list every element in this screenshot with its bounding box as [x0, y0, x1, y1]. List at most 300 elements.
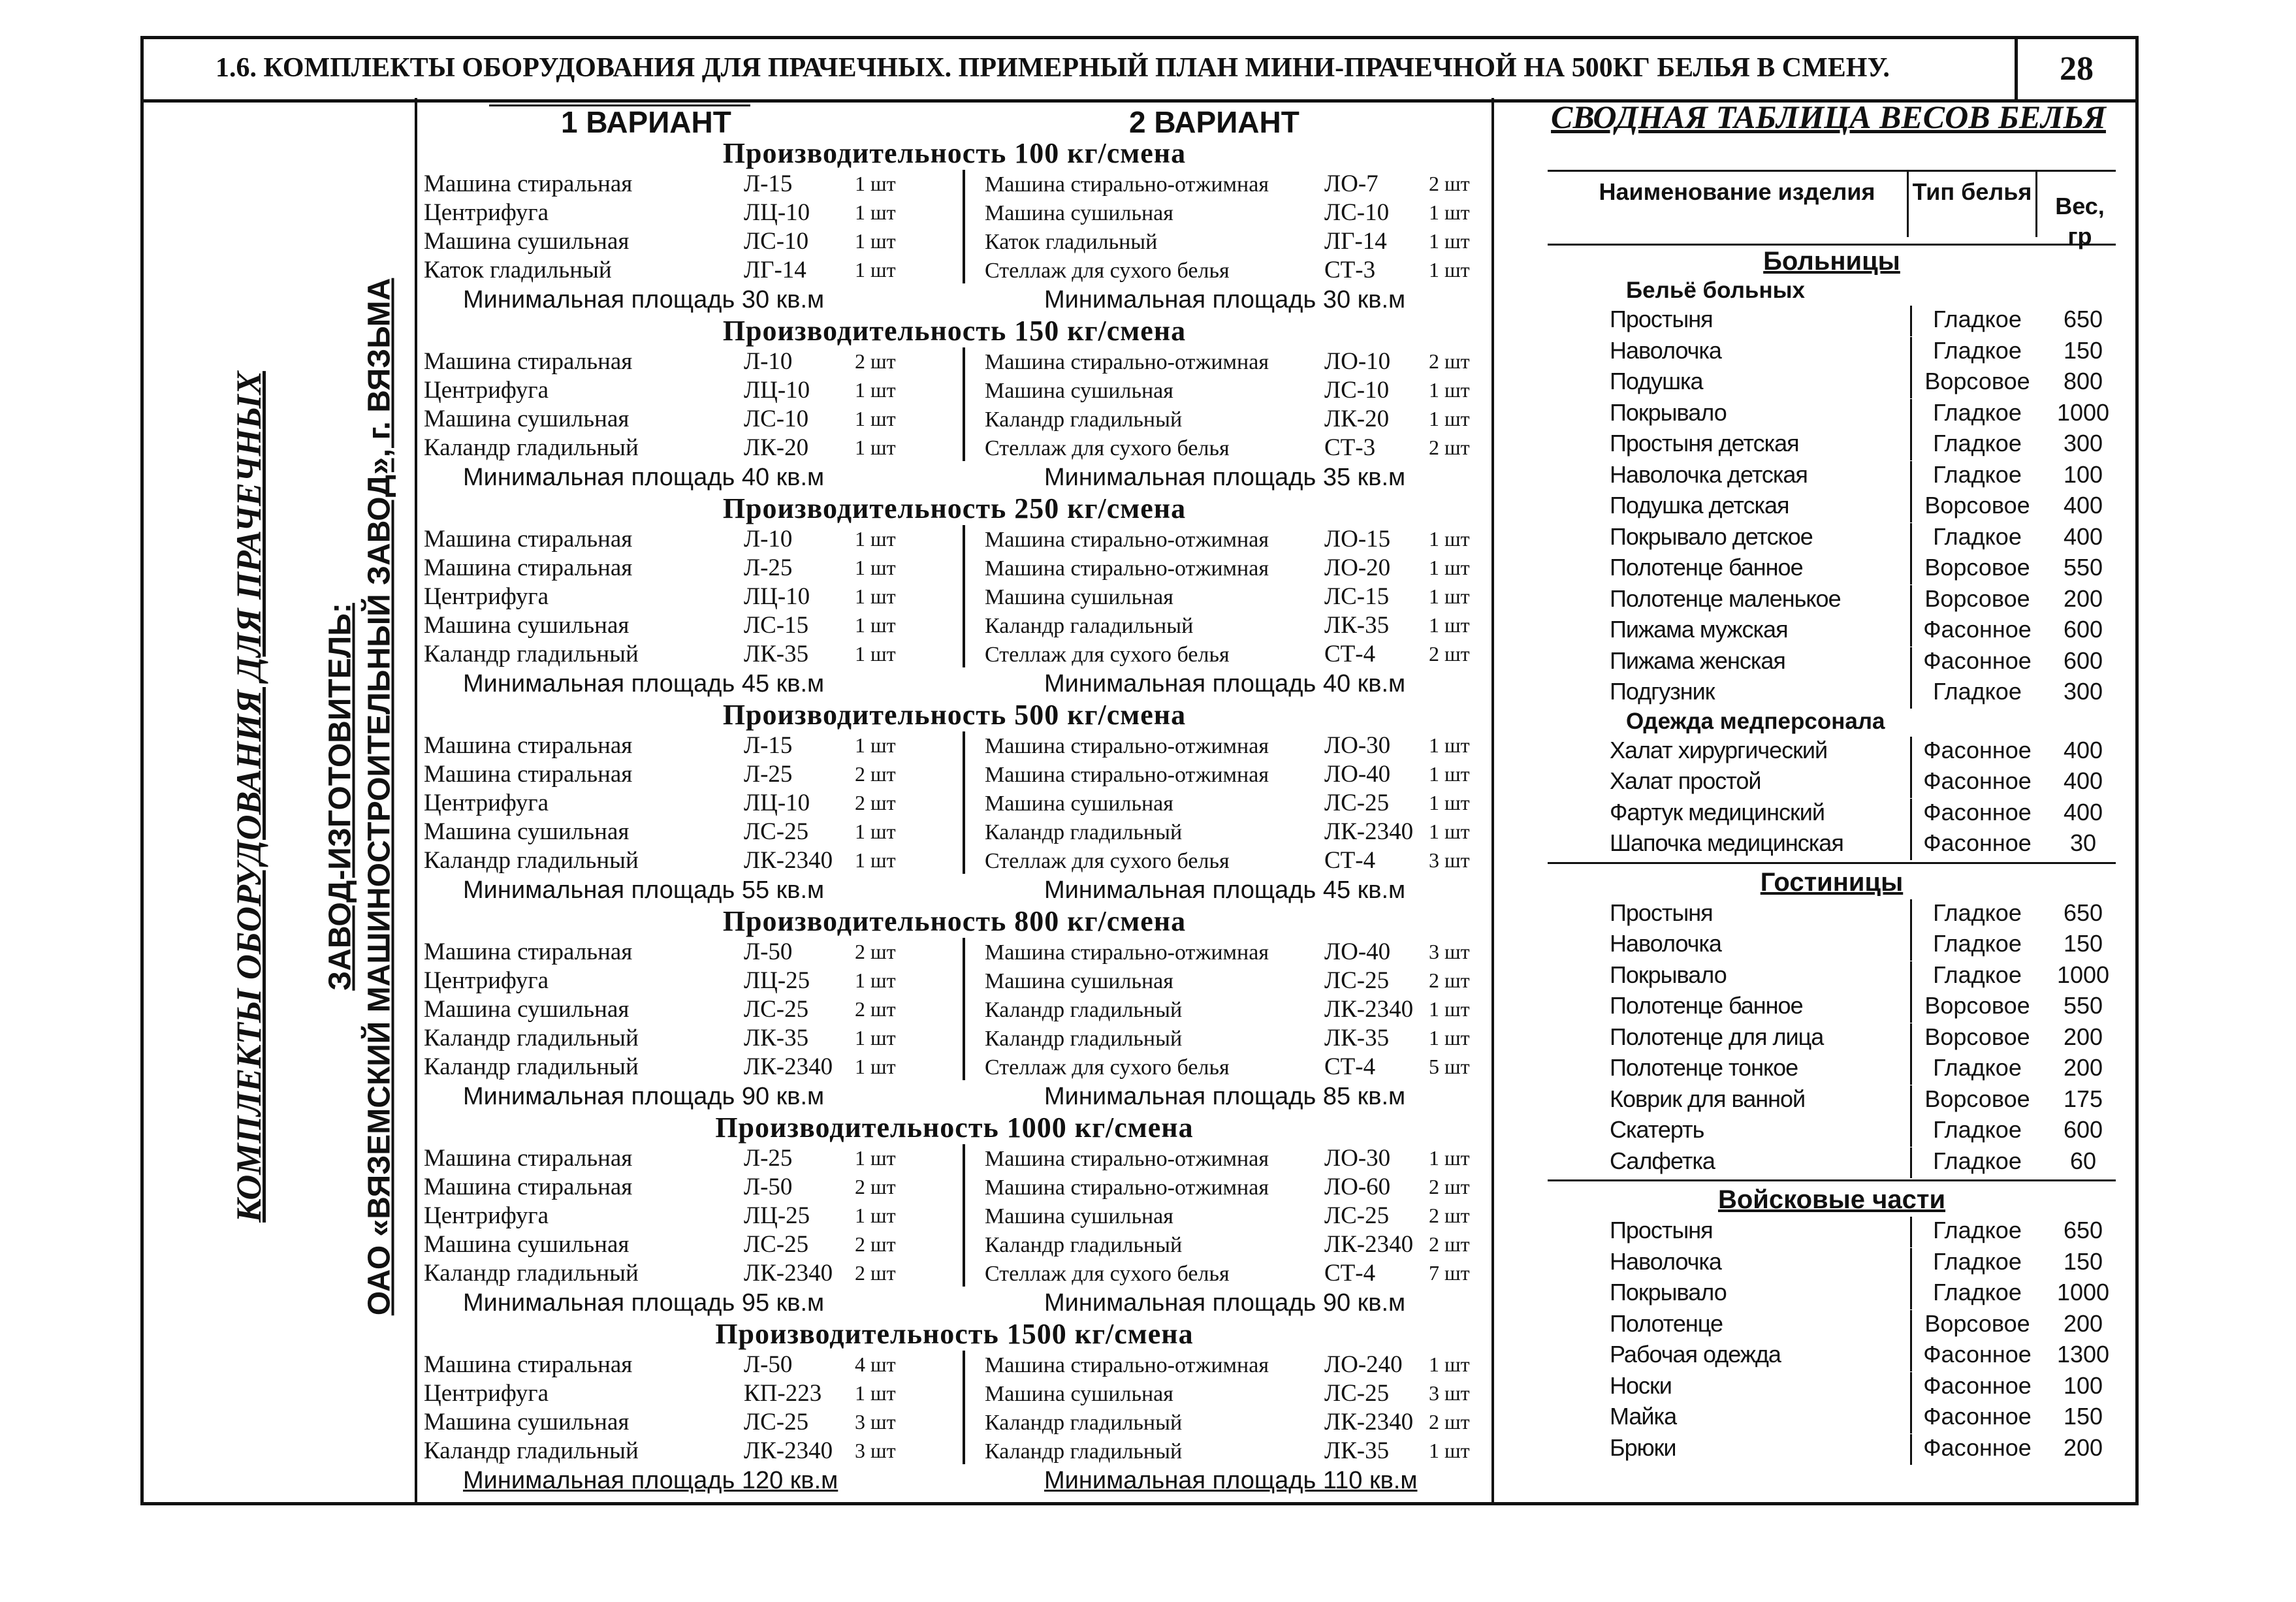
- equipment-row: [985, 376, 1485, 405]
- equipment-model: ЛС-10: [744, 406, 809, 432]
- equipment-quantity: 1 шт: [1429, 556, 1470, 579]
- equipment-model: ЛК-2340: [1324, 1409, 1414, 1435]
- equipment-model: СТ-4: [1324, 1053, 1376, 1080]
- equipment-model: ЛС-10: [1324, 377, 1390, 404]
- equipment-quantity: 1 шт: [855, 820, 896, 843]
- variant-1-column: [424, 1144, 940, 1288]
- equipment-quantity: 3 шт: [855, 1410, 896, 1434]
- equipment-row: [985, 1408, 1485, 1437]
- item-name: Простыня: [1610, 1217, 1713, 1243]
- equipment-row: [424, 731, 940, 760]
- item-weight: 400: [2063, 492, 2103, 519]
- item-weight: 150: [2063, 930, 2103, 957]
- equipment-quantity: 2 шт: [1429, 642, 1470, 665]
- equipment-name: Стеллаж для сухого белья: [985, 1262, 1230, 1286]
- weight-row: [1548, 1084, 2116, 1115]
- item-weight: 650: [2063, 306, 2103, 332]
- weight-row: [1548, 735, 2116, 767]
- item-name: Фартук медицинский: [1610, 798, 1825, 825]
- equipment-name: Каландр гладильный: [424, 1053, 639, 1080]
- equipment-model: ЛС-25: [744, 1409, 809, 1435]
- equipment-quantity: 1 шт: [1429, 378, 1470, 402]
- minimum-area-variant-2: Минимальная площадь 40 кв.м: [1044, 670, 1406, 697]
- variant-2-column: [963, 731, 1485, 874]
- equipment-name: Стеллаж для сухого белья: [985, 643, 1230, 667]
- capacity-block: [417, 315, 1491, 492]
- equipment-model: СТ-3: [1324, 434, 1376, 461]
- equipment-row: [985, 1351, 1485, 1379]
- equipment-name: Стеллаж для сухого белья: [985, 259, 1230, 283]
- item-name: Рабочая одежда: [1610, 1341, 1781, 1368]
- linen-type: Гладкое: [1910, 678, 2043, 709]
- minimum-area-variant-2: Минимальная площадь 85 кв.м: [1044, 1083, 1406, 1110]
- equipment-row: [424, 347, 940, 376]
- equipment-quantity: 3 шт: [1429, 1381, 1470, 1405]
- equipment-name: Машина стиральная: [424, 1174, 633, 1200]
- equipment-quantity: 1 шт: [1429, 997, 1470, 1021]
- equipment-name: Центрифуга: [424, 377, 549, 404]
- equipment-model: Л-25: [744, 761, 793, 788]
- weight-row: [1548, 1247, 2116, 1278]
- col-header-type: Тип белья: [1907, 172, 2037, 237]
- weight-row: [1548, 1022, 2116, 1053]
- item-weight: 300: [2063, 430, 2103, 457]
- minimum-area-row: [417, 286, 1491, 315]
- linen-type: Ворсовое: [1910, 1310, 2043, 1341]
- equipment-quantity: 1 шт: [855, 969, 896, 992]
- equipment-model: ЛО-240: [1324, 1351, 1403, 1378]
- equipment-name: Каландр гладильный: [985, 408, 1183, 432]
- minimum-area-variant-2: Минимальная площадь 90 кв.м: [1044, 1289, 1406, 1317]
- linen-type: Гладкое: [1910, 337, 2043, 368]
- capacity-title: Производительность 100 кг/смена: [722, 137, 1187, 169]
- equipment-row: [985, 846, 1485, 875]
- equipment-row: [424, 1173, 940, 1202]
- item-name: Носки: [1610, 1371, 1672, 1399]
- item-name: Покрывало: [1610, 398, 1727, 426]
- equipment-quantity: 1 шт: [855, 613, 896, 637]
- item-name: Покрывало детское: [1610, 522, 1813, 550]
- linen-type: Гладкое: [1910, 899, 2043, 930]
- equipment-row: [424, 1437, 940, 1466]
- equipment-model: ЛС-25: [1324, 967, 1390, 994]
- equipment-row: [985, 1024, 1485, 1053]
- equipment-model: ЛГ-14: [744, 257, 806, 283]
- rows-patients: [1548, 304, 2116, 708]
- equipment-name: Каландр гладильный: [985, 1027, 1183, 1051]
- equipment-model: ЛО-20: [1324, 554, 1391, 581]
- col-header-name: Наименование изделия: [1599, 178, 1875, 205]
- equipment-row: [985, 525, 1485, 554]
- equipment-quantity: 1 шт: [855, 556, 896, 579]
- item-weight: 1300: [2056, 1341, 2110, 1368]
- equipment-quantity: 1 шт: [1429, 527, 1470, 551]
- equipment-row: [985, 1230, 1485, 1259]
- equipment-quantity: 1 шт: [1429, 407, 1470, 430]
- weight-row: [1548, 366, 2116, 398]
- equipment-name: Машина сушильная: [985, 969, 1173, 993]
- equipment-model: ЛО-40: [1324, 938, 1391, 965]
- equipment-row: [985, 938, 1485, 967]
- item-name: Полотенце банное: [1610, 992, 1803, 1019]
- equipment-quantity: 2 шт: [1429, 436, 1470, 459]
- equipment-quantity: 1 шт: [1429, 791, 1470, 814]
- weight-row: [1548, 304, 2116, 336]
- equipment-name: Машина стирально-отжимная: [985, 734, 1269, 758]
- weight-row: [1548, 1402, 2116, 1433]
- equipment-row: [985, 760, 1485, 789]
- equipment-name: Центрифуга: [424, 1202, 549, 1229]
- equipment-name: Машина стиральная: [424, 348, 633, 375]
- equipment-model: СТ-4: [1324, 847, 1376, 874]
- equipment-name: Стеллаж для сухого белья: [985, 1055, 1230, 1080]
- equipment-quantity: 2 шт: [855, 1232, 896, 1256]
- equipment-quantity: 1 шт: [855, 229, 896, 253]
- side-title-wrap: [229, 91, 268, 1502]
- equipment-name: Машина сушильная: [424, 1231, 630, 1258]
- equipment-rows: [417, 938, 1491, 1083]
- equipment-quantity: 3 шт: [1429, 940, 1470, 963]
- capacity-title: Производительность 1500 кг/смена: [715, 1318, 1194, 1350]
- weight-row: [1548, 553, 2116, 584]
- equipment-model: ЛК-35: [1324, 1437, 1390, 1464]
- equipment-row: [424, 1408, 940, 1437]
- equipment-row: [985, 789, 1485, 818]
- weight-row: [1548, 584, 2116, 615]
- item-name: Простыня детская: [1610, 430, 1799, 457]
- item-name: Наволочка детская: [1610, 460, 1808, 488]
- equipment-model: ЛО-7: [1324, 170, 1379, 197]
- weight-row: [1548, 929, 2116, 960]
- item-weight: 100: [2063, 460, 2103, 488]
- equipment-model: СТ-3: [1324, 257, 1376, 283]
- item-name: Полотенце банное: [1610, 554, 1803, 581]
- item-name: Подгузник: [1610, 678, 1715, 705]
- equipment-name: Каландр гладильный: [424, 434, 639, 461]
- equipment-rows: [417, 170, 1491, 286]
- minimum-area-variant-2: Минимальная площадь 35 кв.м: [1044, 464, 1406, 491]
- equipment-name: Каландр гладильный: [985, 1411, 1183, 1435]
- equipment-row: [424, 611, 940, 640]
- weight-row: [1548, 490, 2116, 522]
- item-name: Простыня: [1610, 899, 1713, 926]
- equipment-model: ЛО-60: [1324, 1174, 1391, 1200]
- equipment-row: [985, 1144, 1485, 1173]
- equipment-name: Каландр гладильный: [424, 1025, 639, 1051]
- equipment-name: Стеллаж для сухого белья: [985, 436, 1230, 460]
- item-weight: 600: [2063, 1116, 2103, 1143]
- item-name: Полотенце тонкое: [1610, 1054, 1798, 1081]
- capacity-block: [417, 137, 1491, 315]
- equipment-quantity: 1 шт: [855, 585, 896, 608]
- item-weight: 200: [2063, 1054, 2103, 1081]
- capacity-title: Производительность 250 кг/смена: [722, 492, 1187, 524]
- capacity-block: [417, 699, 1491, 905]
- variant-1-column: [424, 347, 940, 462]
- linen-type: Гладкое: [1910, 399, 2043, 430]
- equipment-name: Машина сушильная: [985, 585, 1173, 609]
- equipment-quantity: 2 шт: [855, 997, 896, 1021]
- equipment-row: [424, 170, 940, 199]
- equipment-model: ЛЦ-25: [744, 967, 810, 994]
- equipment-quantity: 4 шт: [855, 1353, 896, 1376]
- equipment-name: Центрифуга: [424, 967, 549, 994]
- equipment-quantity: 2 шт: [855, 940, 896, 963]
- equipment-row: [985, 227, 1485, 256]
- variant-2-column: [963, 938, 1485, 1080]
- equipment-name: Стеллаж для сухого белья: [985, 849, 1230, 873]
- weight-row: [1548, 428, 2116, 460]
- equipment-name: Машина сушильная: [985, 1382, 1173, 1406]
- equipment-name: Машина сушильная: [424, 818, 630, 845]
- item-name: Полотенце: [1610, 1309, 1723, 1337]
- item-weight: 150: [2063, 336, 2103, 364]
- equipment-row: [424, 1024, 940, 1053]
- item-name: Майка: [1610, 1403, 1677, 1430]
- rows-military: [1548, 1215, 2116, 1464]
- linen-type: Гладкое: [1910, 1248, 2043, 1279]
- equipment-quantity: 1 шт: [1429, 1439, 1470, 1462]
- equipment-model: ЛК-35: [744, 641, 809, 667]
- equipment-model: ЛЦ-10: [744, 199, 810, 226]
- equipment-rows: [417, 525, 1491, 670]
- item-name: Наволочка: [1610, 930, 1721, 957]
- side-manufacturer-label: ЗАВОД-ИЗГОТОВИТЕЛЬ:: [323, 603, 357, 991]
- equipment-quantity: 1 шт: [855, 172, 896, 195]
- minimum-area-variant-2: Минимальная площадь 110 кв.м: [1044, 1467, 1418, 1494]
- equipment-name: Каландр гладильный: [985, 1233, 1183, 1257]
- item-weight: 200: [2063, 1309, 2103, 1337]
- equipment-model: ЛС-25: [1324, 790, 1390, 816]
- equipment-row: [424, 1202, 940, 1230]
- item-weight: 200: [2063, 585, 2103, 612]
- equipment-row: [424, 995, 940, 1024]
- equipment-quantity: 1 шт: [855, 733, 896, 757]
- item-weight: 30: [2069, 829, 2097, 856]
- equipment-quantity: 1 шт: [855, 1055, 896, 1078]
- linen-type: Ворсовое: [1910, 554, 2043, 585]
- linen-type: Гладкое: [1910, 1116, 2043, 1147]
- minimum-area-variant-1: Минимальная площадь 30 кв.м: [463, 286, 825, 313]
- equipment-row: [424, 376, 940, 405]
- section-military: Войсковые части: [1717, 1185, 1946, 1214]
- equipment-quantity: 1 шт: [1429, 258, 1470, 281]
- item-name: Наволочка: [1610, 1247, 1721, 1275]
- equipment-model: Л-25: [744, 1145, 793, 1172]
- equipment-quantity: 1 шт: [855, 1146, 896, 1170]
- linen-type: Фасонное: [1910, 616, 2043, 647]
- linen-type: Ворсовое: [1910, 492, 2043, 522]
- equipment-quantity: 1 шт: [855, 378, 896, 402]
- section-hospitals: Больницы: [1763, 247, 1900, 276]
- equipment-name: Машина стиральная: [424, 938, 633, 965]
- equipment-quantity: 1 шт: [855, 436, 896, 459]
- equipment-sets: [415, 98, 1494, 1502]
- equipment-name: Машина сушильная: [424, 996, 630, 1023]
- equipment-name: Машина стиральная: [424, 526, 633, 553]
- item-weight: 150: [2063, 1247, 2103, 1275]
- weight-row: [1548, 898, 2116, 929]
- variant-2-column: [963, 525, 1485, 667]
- side-manufacturer: ОАО «ВЯЗЕМСКИЙ МАШИНОСТРОИТЕЛЬНЫЙ ЗАВОД», г. ВЯЗЬМА: [362, 278, 396, 1316]
- weight-row: [1548, 1371, 2116, 1402]
- equipment-quantity: 1 шт: [855, 407, 896, 430]
- variant-1-column: [424, 731, 940, 875]
- minimum-area-variant-2: Минимальная площадь 45 кв.м: [1044, 876, 1406, 904]
- equipment-model: ЛО-30: [1324, 732, 1391, 759]
- equipment-row: [424, 434, 940, 462]
- item-weight: 550: [2063, 554, 2103, 581]
- equipment-quantity: 1 шт: [855, 848, 896, 872]
- equipment-model: ЛС-15: [1324, 583, 1390, 610]
- summary-header-row: [1548, 170, 2116, 249]
- equipment-name: Каток гладильный: [985, 230, 1158, 254]
- equipment-model: Л-10: [744, 526, 793, 553]
- minimum-area-row: [417, 876, 1491, 905]
- item-name: Подушка детская: [1610, 492, 1789, 519]
- equipment-row: [985, 818, 1485, 846]
- equipment-name: Машина стиральная: [424, 1145, 633, 1172]
- page-number: 28: [2015, 39, 2135, 99]
- equipment-row: [985, 1379, 1485, 1408]
- side-title: КОМПЛЕКТЫ ОБОРУДОВАНИЯ ДЛЯ ПРАЧЕЧНЫХ: [229, 371, 268, 1223]
- item-name: Шапочка медицинская: [1610, 829, 1843, 856]
- capacity-blocks: [417, 137, 1491, 1496]
- equipment-quantity: 1 шт: [1429, 585, 1470, 608]
- equipment-model: ЛК-35: [1324, 612, 1390, 639]
- equipment-model: ЛК-35: [744, 1025, 809, 1051]
- equipment-name: Машина сушильная: [424, 612, 630, 639]
- item-name: Брюки: [1610, 1434, 1676, 1461]
- item-weight: 175: [2063, 1085, 2103, 1112]
- equipment-quantity: 2 шт: [1429, 1232, 1470, 1256]
- equipment-quantity: 1 шт: [1429, 1353, 1470, 1376]
- equipment-model: ЛС-15: [744, 612, 809, 639]
- minimum-area-variant-1: Минимальная площадь 95 кв.м: [463, 1289, 825, 1317]
- equipment-quantity: 1 шт: [1429, 229, 1470, 253]
- capacity-title: Производительность 500 кг/смена: [722, 699, 1187, 731]
- equipment-name: Каландр гладильный: [424, 1437, 639, 1464]
- equipment-quantity: 2 шт: [1429, 1204, 1470, 1227]
- item-name: Полотенце маленькое: [1610, 585, 1841, 612]
- equipment-name: Каландр гладильный: [985, 998, 1183, 1022]
- item-weight: 800: [2063, 368, 2103, 394]
- equipment-quantity: 2 шт: [1429, 1410, 1470, 1434]
- weight-row: [1548, 1277, 2116, 1309]
- minimum-area-row: [417, 1083, 1491, 1112]
- subsection-staff: Одежда медперсонала: [1626, 708, 1885, 734]
- equipment-model: ЛЦ-10: [744, 377, 810, 404]
- equipment-row: [424, 1144, 940, 1173]
- equipment-model: ЛК-2340: [744, 1437, 833, 1464]
- linen-type: Фасонное: [1910, 767, 2043, 798]
- summary-title: СВОДНАЯ ТАБЛИЦА ВЕСОВ БЕЛЬЯ: [1551, 99, 2106, 135]
- equipment-name: Машина стирально-отжимная: [985, 1147, 1269, 1171]
- equipment-name: Машина сушильная: [985, 1204, 1173, 1228]
- equipment-name: Машина сушильная: [985, 201, 1173, 225]
- equipment-name: Машина стирально-отжимная: [985, 940, 1269, 965]
- weight-row: [1548, 615, 2116, 646]
- equipment-quantity: 1 шт: [1429, 762, 1470, 786]
- minimum-area-row: [417, 1289, 1491, 1318]
- equipment-row: [424, 938, 940, 967]
- equipment-quantity: 1 шт: [855, 1026, 896, 1049]
- equipment-name: Машина стирально-отжимная: [985, 1176, 1269, 1200]
- item-name: Покрывало: [1610, 1279, 1727, 1306]
- weight-row: [1548, 1433, 2116, 1464]
- minimum-area-variant-1: Минимальная площадь 55 кв.м: [463, 876, 825, 904]
- equipment-row: [424, 818, 940, 846]
- weight-row: [1548, 1146, 2116, 1177]
- equipment-rows: [417, 347, 1491, 464]
- weight-row: [1548, 766, 2116, 797]
- equipment-row: [985, 611, 1485, 640]
- capacity-block: [417, 905, 1491, 1112]
- linen-type: Ворсовое: [1910, 992, 2043, 1023]
- weight-row: [1548, 677, 2116, 708]
- variant-2-column: [963, 347, 1485, 461]
- item-name: Коврик для ванной: [1610, 1085, 1806, 1112]
- item-weight: 100: [2063, 1371, 2103, 1399]
- equipment-model: Л-10: [744, 348, 793, 375]
- equipment-model: ЛК-20: [744, 434, 809, 461]
- linen-type: Гладкое: [1910, 1217, 2043, 1247]
- equipment-quantity: 1 шт: [1429, 1026, 1470, 1049]
- linen-type: Фасонное: [1910, 799, 2043, 829]
- equipment-name: Машина стиральная: [424, 1351, 633, 1378]
- equipment-model: ЛО-10: [1324, 348, 1391, 375]
- section-hotels: Гостиницы: [1760, 867, 1904, 897]
- linen-type: Гладкое: [1910, 461, 2043, 492]
- equipment-name: Каландр гладильный: [424, 641, 639, 667]
- equipment-row: [985, 967, 1485, 995]
- capacity-title: Производительность 150 кг/смена: [722, 315, 1187, 347]
- equipment-row: [985, 1053, 1485, 1081]
- weight-row: [1548, 1309, 2116, 1340]
- equipment-model: ЛК-2340: [744, 1260, 833, 1287]
- equipment-model: ЛО-30: [1324, 1145, 1391, 1172]
- variant-1-column: [424, 525, 940, 669]
- equipment-model: Л-25: [744, 554, 793, 581]
- capacity-block: [417, 1318, 1491, 1496]
- item-weight: 400: [2063, 736, 2103, 763]
- equipment-row: [424, 525, 940, 554]
- linen-type: Гладкое: [1910, 1147, 2043, 1178]
- variant-1-column: [424, 170, 940, 285]
- weight-row: [1548, 1339, 2116, 1371]
- equipment-quantity: 1 шт: [1429, 733, 1470, 757]
- variant-2-column: [963, 170, 1485, 283]
- equipment-row: [424, 227, 940, 256]
- minimum-area-variant-1: Минимальная площадь 45 кв.м: [463, 670, 825, 697]
- item-name: Простыня: [1610, 306, 1713, 332]
- equipment-model: СТ-4: [1324, 1260, 1376, 1287]
- equipment-row: [985, 199, 1485, 227]
- item-weight: 600: [2063, 647, 2103, 674]
- equipment-row: [424, 1053, 940, 1081]
- linen-type: Фасонное: [1910, 1403, 2043, 1434]
- linen-type: Фасонное: [1910, 1434, 2043, 1465]
- equipment-quantity: 1 шт: [855, 527, 896, 551]
- item-weight: 60: [2069, 1147, 2097, 1174]
- item-weight: 200: [2063, 1434, 2103, 1461]
- equipment-model: ЛС-25: [744, 818, 809, 845]
- equipment-name: Машина стирально-отжимная: [985, 556, 1269, 581]
- equipment-name: Каландр гладильный: [424, 1260, 639, 1287]
- equipment-quantity: 3 шт: [1429, 848, 1470, 872]
- weight-row: [1548, 960, 2116, 991]
- equipment-row: [985, 583, 1485, 611]
